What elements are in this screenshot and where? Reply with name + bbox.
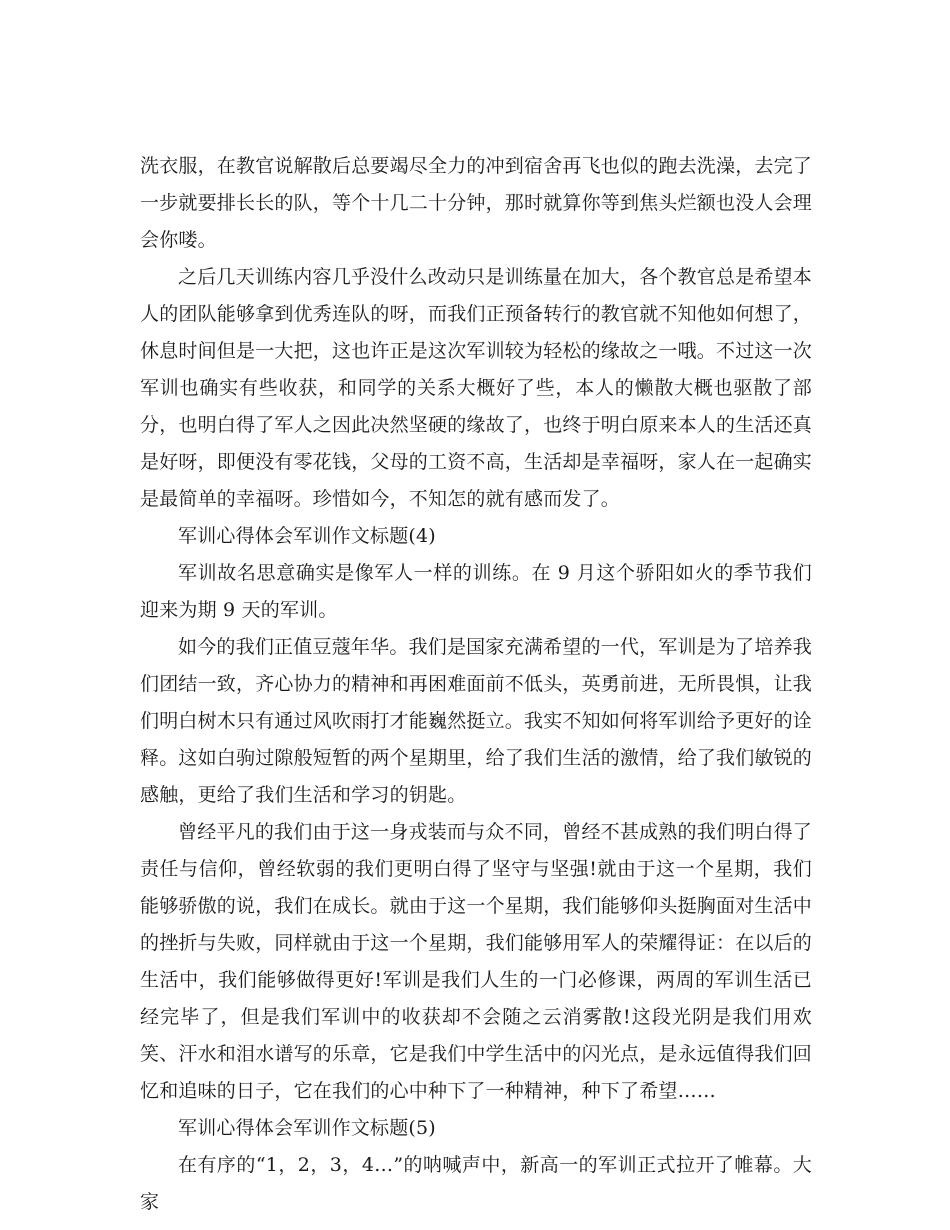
paragraph-5: 曾经平凡的我们由于这一身戎装而与众不同，曾经不甚成熟的我们明白得了责任与信仰，曾经软弱的我们更明白得了坚守与坚强!就由于这一个星期，我们能够骄傲的说，我们在成长。就由于这一个星期，我们能够仰头挺胸面对生活中的挫折与失败，同样就由于这一个星期，我们能够用军人的荣耀得证：在以后的生活中，我们能够做得更好!军训是我们人生的一门必修课，两周的军训生活已经完毕了，但是我们军训中的收获却不会随之云消雾散!这段光阴是我们用欢笑、汗水和泪水谱写的乐章，它是我们中学生活中的闪光点，是永远值得我们回忆和追味的日子，它在我们的心中种下了一种精神，种下了希望…… <box>140 821 813 1102</box>
paragraph-1: 洗衣服，在教官说解散后总要竭尽全力的冲到宿舍再飞也似的跑去洗澡，去完了一步就要排长长的队，等个十几二十分钟，那时就算你等到焦头烂额也没人会理会你喽。 <box>140 155 813 251</box>
paragraph-4: 如今的我们正值豆蔻年华。我们是国家充满希望的一代，军训是为了培养我们团结一致，齐心协力的精神和再困难面前不低头，英勇前进，无所畏惧，让我们明白树木只有通过风吹雨打才能巍然挺立。我实不知如何将军训给予更好的诠释。这如白驹过隙般短暂的两个星期里，给了我们生活的激情，给了我们敏锐的感触，更给了我们生活和学习的钥匙。 <box>140 636 813 806</box>
paragraph-6: 在有序的“1，2，3，4…”的呐喊声中，新高一的军训正式拉开了帷幕。大家 <box>140 1154 812 1213</box>
document-body <box>140 148 812 1221</box>
section-heading-4: 军训心得体会军训作文标题(4) <box>178 525 436 547</box>
paragraph-3: 军训故名思意确实是像军人一样的训练。在 9 月这个骄阳如火的季节我们迎来为期 9 天的军训。 <box>140 562 812 621</box>
paragraph-2: 之后几天训练内容几乎没什么改动只是训练量在加大，各个教官总是希望本人的团队能够拿到优秀连队的呀，而我们正预备转行的教官就不知他如何想了，休息时间但是一大把，这也许正是这次军训较为轻松的缘故之一哦。不过这一次军训也确实有些收获，和同学的关系大概好了些，本人的懒散大概也驱散了部分，也明白得了军人之因此决然坚硬的缘故了，也终于明白原来本人的生活还真是好呀，即便没有零花钱，父母的工资不高，生活却是幸福呀，家人在一起确实是最简单的幸福呀。珍惜如今，不知怎的就有感而发了。 <box>140 266 813 510</box>
section-heading-5: 军训心得体会军训作文标题(5) <box>178 1117 436 1139</box>
